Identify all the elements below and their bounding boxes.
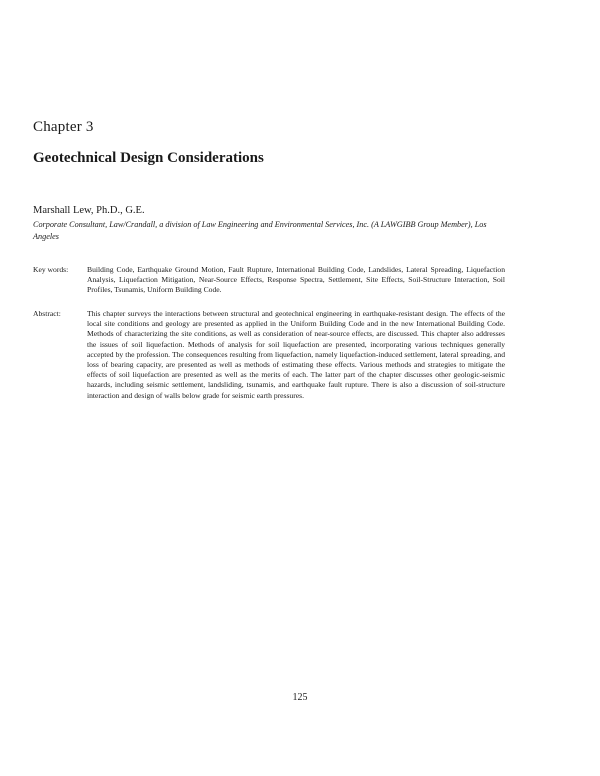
keywords-label: Key words: [33, 265, 69, 274]
abstract-label: Abstract: [33, 309, 61, 318]
keywords-text: Building Code, Earthquake Ground Motion, Fault Rupture, International Building Code, Landslides, Lateral Spreading, Liquefaction Analysis, Liquefaction Mitigation, Near-Source Effects, Response Spectra, Settlement, Site Effects, Soil-Structure Interaction, Soil Profiles, Tsunamis, Uniform Building Code. [87, 265, 505, 295]
chapter-title: Geotechnical Design Considerations [33, 150, 264, 166]
author-affiliation: Corporate Consultant, Law/Crandall, a division of Law Engineering and Environmental Services, Inc. (A LAWGIBB Group Member), Los Angeles [33, 220, 487, 241]
author-name: Marshall Lew, Ph.D., G.E. [33, 205, 145, 216]
page-number: 125 [292, 692, 308, 703]
abstract-text: This chapter surveys the interactions between structural and geotechnical engineering in earthquake-resistant design. The effects of the local site conditions and geology are presented as applied in the Uniform Building Code and in the new International Building Code. Methods of characterizing the site conditions, as well as consideration of near-source effects, are discussed. This chapter also addresses the issues of soil liquefaction. Methods of analysis for soil liquefaction are presented, incorporating various techniques generally accepted by the profession. The consequences resulting from liquefaction, namely liquefaction-induced settlement, lateral spreading, and loss of bearing capacity, are presented as well as methods of estimating these effects. Various methods and strategies to mitigate the effects of soil liquefaction are presented as well as the merits of each. The latter part of the chapter discusses other geologic-seismic hazards, including seismic settlement, landsliding, tsunamis, and earthquake fault rupture. There is also a discussion of soil-structure interaction and design of walls below grade for seismic earth pressures. [87, 309, 505, 400]
chapter-label: Chapter 3 [33, 119, 94, 135]
